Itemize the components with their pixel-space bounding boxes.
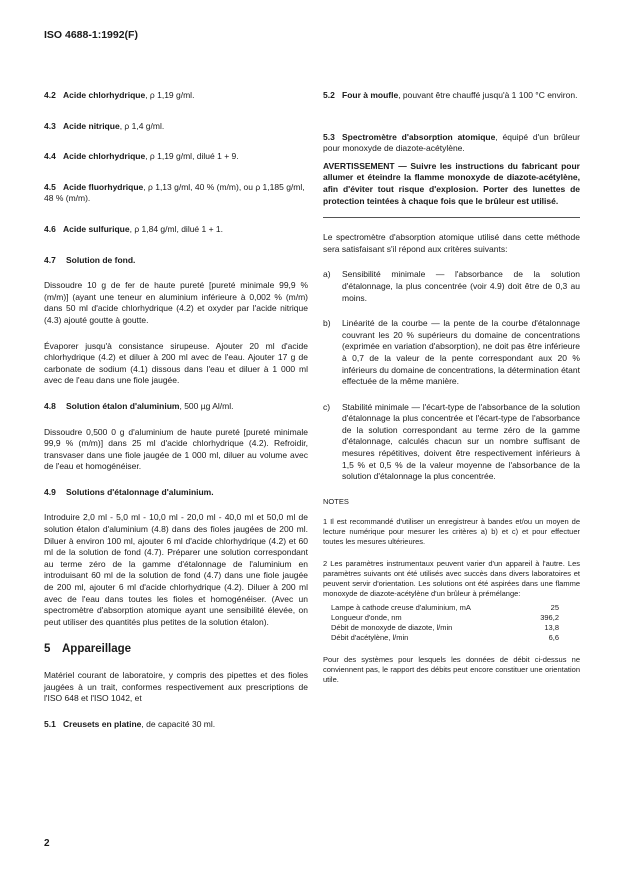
section-4-2: 4.2 Acide chlorhydrique, ρ 1,19 g/ml. — [44, 90, 195, 100]
table-row: Longueur d'onde, nm 396,2 — [331, 612, 559, 622]
section-title: Acide nitrique — [63, 120, 120, 131]
section-5-2: 5.2 Four à moufle, pouvant être chauffé jusqu'à 1 100 °C environ. — [323, 90, 578, 100]
table-row: Débit de monoxyde de diazote, l/min 13,8 — [331, 622, 559, 632]
section-4-8-heading: 4.8 Solution étalon d'aluminium, 500 µg Al/ml. — [44, 400, 234, 411]
section-title: Acide sulfurique — [63, 223, 130, 234]
section-4-6: 4.6 Acide sulfurique, ρ 1,84 g/ml, dilué 1 + 1. — [44, 223, 224, 234]
criterion-a: a) Sensibilité minimale — l'absorbance de la solution d'étalonnage, la plus concentrée (voir 4.9) doit être de 0,3 au moins. — [323, 269, 580, 303]
warning-text: AVERTISSEMENT — Suivre les instructions du fabricant pour allumer et éteindre la flamme monoxyde de diazote-acétylène, afin d'éviter tout risque d'explosion. Porter des lunettes de protection teintées à chaque fois que le brûleur est utilisé. — [323, 160, 580, 206]
table-row: Lampe à cathode creuse d'aluminium, mA 25 — [331, 602, 559, 612]
right-column — [323, 90, 580, 697]
section-5-heading: 5 Appareillage — [44, 643, 132, 656]
section-5-1: 5.1 Creusets en platine, de capacité 30 ml. — [44, 718, 216, 729]
notes-heading: NOTES — [323, 496, 349, 506]
note-1: 1 Il est recommandé d'utiliser un enregistreur à bandes et/ou un moyen de lecture numérique pour mesurer les critères a) b) et c) et pour effectuer toutes les mesures ultérieures. — [323, 516, 580, 546]
section-title: Acide chlorhydrique — [63, 151, 146, 162]
paragraph: Introduire 2,0 ml - 5,0 ml - 10,0 ml - 20,0 ml - 40,0 ml et 50,0 ml de solution étalon d'aluminium (4.8) dans des fioles jaugées de 200 ml. Diluer à environ 100 ml, ajouter 6 ml d'acide chlorhydrique (4.2) et 60 ml de la solution de fond (4.7). Préparer une solution correspondant au terme zéro de la gamme d'étalonnage de l'aluminium en introduisant 60 ml de la solution de fond (4.7) dans une fiole jaugée de 200 ml, ajouter 6 ml d'acide chlorhydrique (4.2). Diluer à 200 ml avec de l'eau dans toutes les fioles et homogénéiser. (Avec un spectromètre d'absorption atomique ayant une sensibilité élevée, on peut utiliser des quantités plus petites de la solution étalon). — [44, 512, 308, 627]
section-4-3: 4.3 Acide nitrique, ρ 1,4 g/ml. — [44, 120, 165, 131]
closing-note: Pour des systèmes pour lesquels les données de débit ci-dessus ne conviennent pas, le rapport des débits peut encore constituer une orientation utile. — [323, 654, 580, 684]
paragraph: Le spectromètre d'absorption atomique utilisé dans cette méthode sera satisfaisant s'il répond aux critères suivants: — [323, 232, 580, 254]
paragraph: Évaporer jusqu'à consistance sirupeuse. Ajouter 20 ml d'acide chlorhydrique (4.2) et diluer à 200 ml avec de l'eau. Ajouter 17 g de carbonate de sodium (4.1) dissous dans l'eau et diluer à 1 000 ml avec de l'eau dans une fiole jaugée. — [44, 340, 308, 386]
note-2: 2 Les paramètres instrumentaux peuvent varier d'un appareil à l'autre. Les paramètres suivants ont été utilisés avec succès dans divers laboratoires et peuvent servir d'orientation. Les solutions ont été aspirées dans une flamme monoxyde de diazote-acétylène d'un brûleur à prémélange: — [323, 558, 580, 598]
criterion-b: b) Linéarité de la courbe — la pente de la courbe d'étalonnage couvrant les 20 % supérieurs du domaine de concentrations (exprimée en variation d'absorption), ne doit pas être inférieure à 0,7 de la valeur de la pente correspondant aux 20 % inférieurs du domaine de concentrations, la détermination étant effectuée de la même manière. — [323, 318, 580, 387]
section-4-5: 4.5 Acide fluorhydrique, ρ 1,13 g/ml, 40 % (m/m), ou ρ 1,185 g/ml, 48 % (m/m). — [44, 181, 305, 204]
section-title: Acide chlorhydrique — [63, 90, 146, 100]
section-title: Acide fluorhydrique — [63, 181, 144, 192]
page-number: 2 — [44, 838, 50, 849]
paragraph: Matériel courant de laboratoire, y compris des pipettes et des fioles jaugées à un trait, conformes respectivement aux prescriptions de l'ISO 648 et l'ISO 1042, et — [44, 670, 308, 704]
section-title: Creusets en platine — [63, 718, 142, 729]
section-4-9-heading: 4.9 Solutions d'étalonnage d'aluminium. — [44, 486, 214, 497]
divider — [323, 217, 580, 218]
section-5-3: 5.3 Spectromètre d'absorption atomique, équipé d'un brûleur pour monoxyde de diazote-acétylène. — [323, 131, 580, 154]
paragraph: Dissoudre 10 g de fer de haute pureté [pureté minimale 99,9 % (m/m)] (ayant une teneur en aluminium inférieure à 0,002 % (m/m) dans 50 ml d'acide chlorhydrique (4.2) et oxyder par l'acide nitrique (4.3) ajouté goutte à goutte. — [44, 280, 308, 325]
parameters-table — [331, 603, 559, 643]
left-column — [44, 90, 308, 749]
section-4-7-heading: 4.7 Solution de fond. — [44, 254, 136, 265]
criterion-c: c) Stabilité minimale — l'écart-type de l'absorbance de la solution d'étalonnage la plus concentrée et l'écart-type de l'absorbance de la solution correspondant au terme zéro de la gamme d'étalonnage, calculés chacun sur un nombre suffisant de mesures répétitives, doivent être respectivement inférieurs à 1,5 % et 0,5 % de la valeur moyenne de l'absorbance de la solution d'étalonnage la plus concentrée. — [323, 401, 580, 482]
section-4-4: 4.4 Acide chlorhydrique, ρ 1,19 g/ml, dilué 1 + 9. — [44, 151, 239, 162]
table-row: Débit d'acétylène, l/min 6,6 — [331, 632, 559, 642]
standard-id: ISO 4688-1:1992(F) — [44, 29, 138, 41]
paragraph: Dissoudre 0,500 0 g d'aluminium de haute pureté [pureté minimale 99,9 % (m/m)] dans 25 ml d'acide chlorhydrique (4.2). Refroidir, transvaser dans une fiole jaugée de 1 000 ml, diluer au volume avec de l'eau et homogénéiser. — [44, 426, 308, 472]
